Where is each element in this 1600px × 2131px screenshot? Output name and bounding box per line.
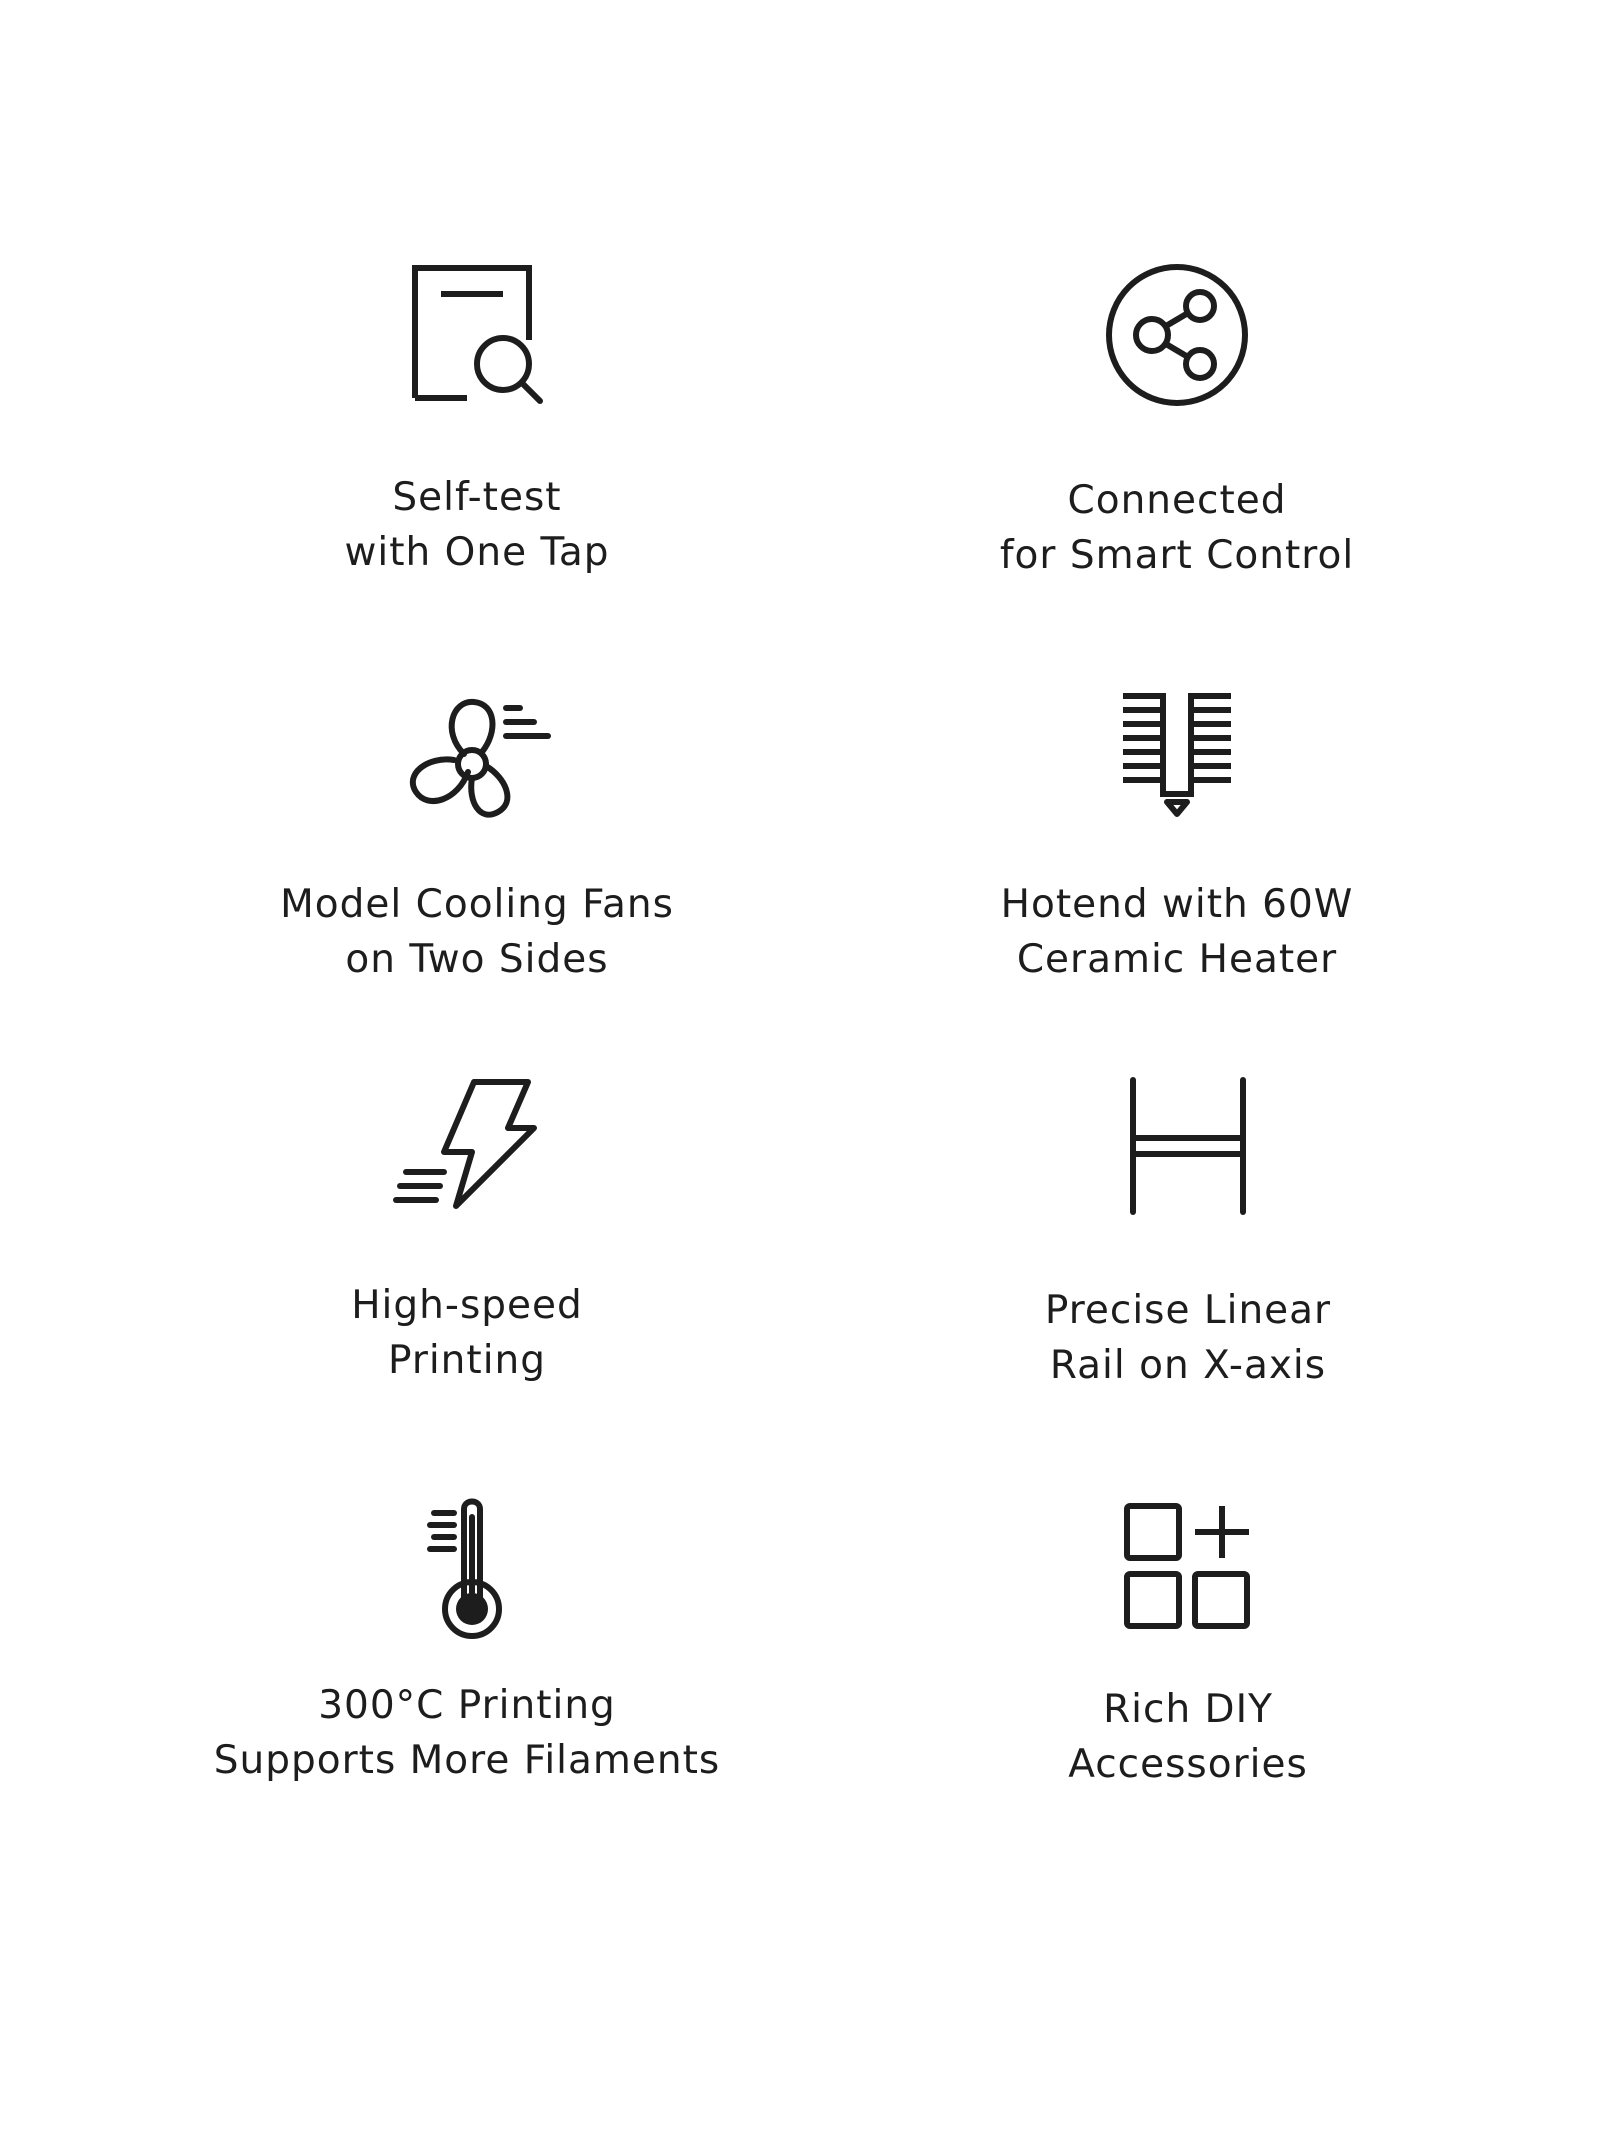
feature-label-line1: Model Cooling Fans (280, 882, 674, 927)
linear-rail-icon (1123, 1076, 1253, 1216)
apps-add-icon (1123, 1502, 1253, 1632)
feature-label-line1: Precise Linear (1044, 1288, 1332, 1333)
fan-icon (402, 692, 552, 822)
feature-label-line2: Accessories (1068, 1742, 1308, 1787)
lightning-speed-icon (392, 1078, 542, 1213)
document-search-icon (407, 260, 547, 410)
feature-label-line2: Supports More Filaments (213, 1738, 721, 1783)
hotend-icon (1107, 690, 1247, 830)
feature-linear-rail (838, 1076, 1538, 1396)
feature-label-line1: Connected (1067, 478, 1287, 523)
feature-connected (827, 260, 1527, 580)
feature-label-line2: for Smart Control (999, 533, 1355, 578)
feature-self-test (127, 260, 827, 580)
feature-label-line1: Self-test (392, 475, 562, 520)
share-icon (1102, 260, 1252, 410)
feature-label-line2: Ceramic Heater (1016, 937, 1338, 982)
feature-label-line2: with One Tap (344, 530, 610, 575)
feature-label-line2: Rail on X-axis (1049, 1343, 1327, 1388)
feature-hotend (827, 690, 1527, 990)
feature-label-line1: 300°C Printing (318, 1683, 616, 1728)
feature-cooling-fans (127, 692, 827, 992)
feature-label-line2: Printing (387, 1338, 547, 1383)
thermometer-icon (422, 1495, 512, 1640)
feature-label-line1: Hotend with 60W (1000, 882, 1354, 927)
feature-diy-accessories (838, 1502, 1538, 1812)
feature-label-line1: Rich DIY (1103, 1687, 1273, 1732)
feature-300c-printing (117, 1495, 817, 1805)
feature-label-line2: on Two Sides (345, 937, 609, 982)
feature-label-line1: High-speed (351, 1283, 583, 1328)
feature-high-speed (117, 1078, 817, 1398)
